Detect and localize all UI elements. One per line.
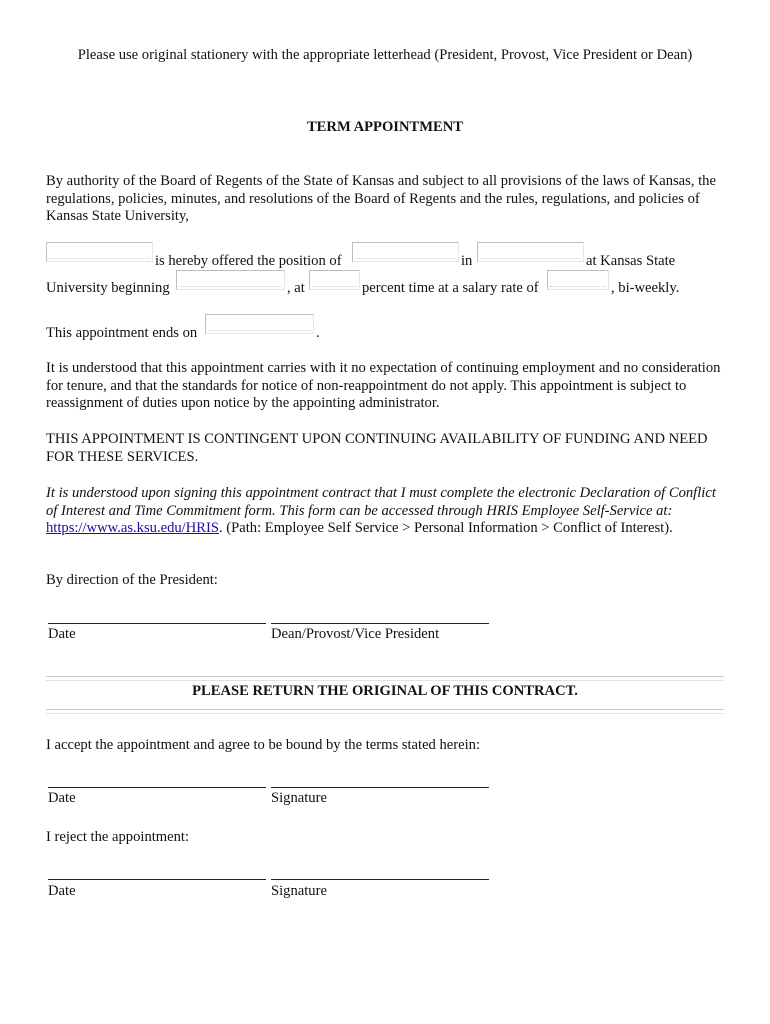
accept-text: I accept the appointment and agree to be bound by the terms stated herein: (46, 737, 481, 753)
position-title-field[interactable] (352, 242, 459, 262)
ends-on-text: This appointment ends on (46, 325, 198, 341)
accept-signature-label: Signature (271, 790, 327, 806)
dean-label: Dean/Provost/Vice President (271, 626, 440, 642)
percent-time-text: percent time at a salary rate of (362, 280, 539, 296)
in-text: in (461, 253, 473, 269)
date-line-1 (48, 623, 266, 624)
at-ksu-text: at Kansas State (586, 253, 676, 269)
at-text: , at (287, 280, 305, 296)
end-date-field[interactable] (205, 314, 314, 334)
accept-signature-line (271, 787, 489, 788)
return-notice-text: PLEASE RETURN THE ORIGINAL OF THIS CONTRACT. (192, 683, 578, 699)
page-title (0, 119, 770, 136)
divider-bottom (46, 709, 724, 714)
divider-top (46, 676, 724, 681)
authority-paragraph: By authority of the Board of Regents of the State of Kansas and subject to all provisions of the laws of Kansas, the regulations, policies, minutes, and resolutions of the Board of Regents and the rules, regulations, and policies of Kansas State University, (46, 173, 716, 225)
date-label-1: Date (48, 626, 76, 642)
hris-link[interactable]: https://www.as.ksu.edu/HRIS (46, 520, 219, 537)
page-title-text: TERM APPOINTMENT (306, 119, 464, 135)
return-notice (0, 683, 770, 700)
contingent-paragraph: THIS APPOINTMENT IS CONTINGENT UPON CONTINUING AVAILABILITY OF FUNDING AND NEED FOR THESE SERVICES. (46, 431, 708, 465)
reject-signature-line (271, 879, 489, 880)
percent-time-field[interactable] (309, 270, 360, 290)
conflict-italic-text: It is understood upon signing this appointment contract that I must complete the electronic Declaration of Conflict of Interest and Time Commitment form. This form can be accessed through HRIS Employee Self-Service at: (46, 485, 716, 519)
conflict-paragraph (46, 485, 726, 538)
reject-text: I reject the appointment: (46, 829, 190, 845)
date-line-2 (48, 787, 266, 788)
date-label-2: Date (48, 790, 76, 806)
offered-position-text: is hereby offered the position of (155, 253, 342, 269)
biweekly-text: , bi-weekly. (611, 280, 680, 296)
understood-paragraph: It is understood that this appointment carries with it no expectation of continuing employment and no consideration for tenure, and that the standards for notice of non-reappointment do not apply. This appointment is subject to reassignment of duties upon notice by the appointing administrator. (46, 360, 721, 412)
start-date-field[interactable] (176, 270, 285, 290)
dean-signature-line (271, 623, 489, 624)
employee-name-field[interactable] (46, 242, 153, 262)
university-beginning-text: University beginning (46, 280, 170, 296)
department-field[interactable] (477, 242, 584, 262)
reject-signature-label: Signature (271, 883, 327, 899)
date-label-3: Date (48, 883, 76, 899)
conflict-path-text: . (Path: Employee Self Service > Personal Information > Conflict of Interest). (218, 520, 673, 537)
header-note: Please use original stationery with the appropriate letterhead (President, Provost, Vice President or Dean) (77, 47, 693, 63)
direction-text: By direction of the President: (46, 572, 218, 588)
salary-rate-field[interactable] (547, 270, 609, 290)
date-line-3 (48, 879, 266, 880)
ends-period: . (316, 325, 320, 341)
